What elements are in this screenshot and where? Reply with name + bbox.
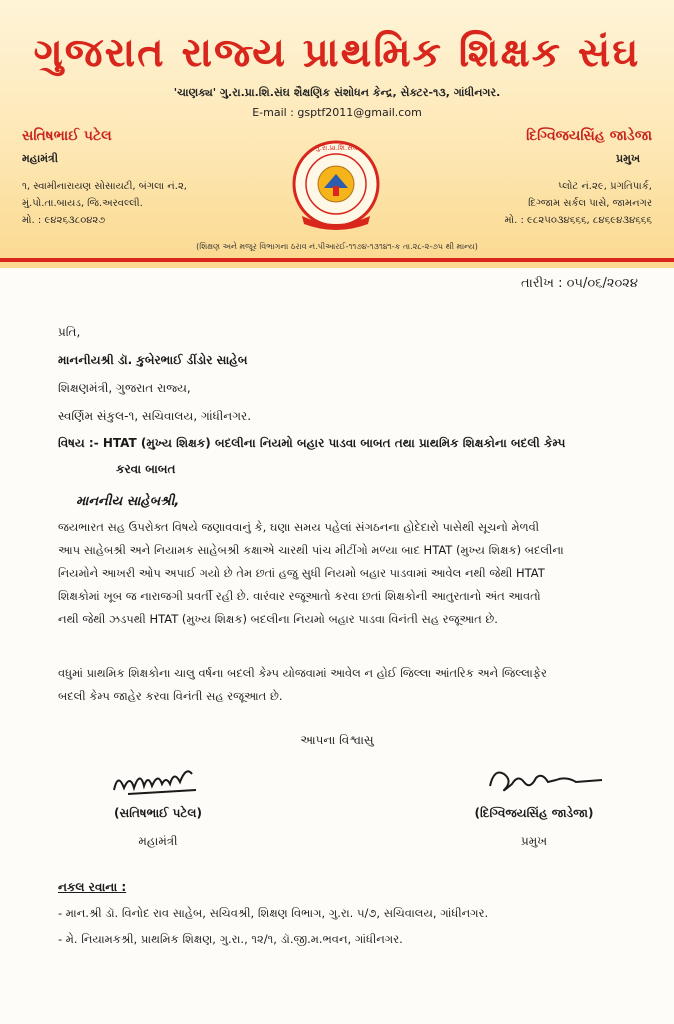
left-signature	[108, 760, 208, 802]
para1-line-5: નથી જેથી ઝડપથી HTAT (મુખ્ય શિક્ષક) બદલીના નિયમો બહાર પાડવા વિનંતી સહ રજૂઆત છે.	[58, 612, 498, 626]
right-signatory-name: (દિગ્વિજયસિંહ જાડેજા)	[474, 806, 594, 820]
recipient-address: સ્વર્ણિમ સંકુલ-૧, સચિવાલય, ગાંધીનગર.	[58, 409, 252, 423]
to-label: પ્રતિ,	[58, 325, 81, 339]
left-officer-role: મહામંત્રી	[22, 152, 58, 165]
copy-to-heading: નકલ રવાના :	[58, 880, 127, 894]
right-address-line-2: દિગ્જામ સર્કલ પાસે, જામનગર	[528, 198, 652, 209]
right-signatory-role: પ્રમુખ	[520, 834, 548, 848]
left-officer-phone: મો. : ૯૪૨૬૩૮૦૪૨૭	[22, 215, 106, 226]
subject-block	[58, 430, 658, 482]
body-paragraph-1	[58, 516, 656, 631]
organization-title: ગુજરાત રાજ્ય પ્રાથમિક શિક્ષક સંઘ	[33, 30, 641, 76]
right-officer-address	[505, 178, 652, 229]
para1-line-1: જયભારત સહ ઉપરોક્ત વિષયે જણાવવાનું કે, ઘણા સમય પહેલાં સંગઠનના હોદેદારો પાસેથી સૂચનો મેળવી	[58, 520, 540, 534]
body-paragraph-2	[58, 662, 656, 708]
organization-logo	[288, 138, 384, 234]
right-address-line-1: પ્લોટ નં.૨૯, પ્રગતિપાર્ક,	[558, 181, 652, 192]
recipient-title: શિક્ષણમંત્રી, ગુજરાત રાજ્ય,	[58, 381, 191, 395]
right-officer-name: દિગ્વિજયસિંહ જાડેજા	[526, 128, 652, 144]
organization-email: E-mail : gsptf2011@gmail.com	[252, 106, 422, 119]
right-officer-phone: મો. : ૯૮૨૫૦૩૪૬૬૬, ૮૪૬૯૪૩૪૬૬૬	[504, 215, 652, 226]
subject-line-2: કરવા બાબત	[116, 462, 176, 476]
left-signatory-name: (સતિષભાઈ પટેલ)	[114, 806, 202, 820]
closing: આપના વિશ્વાસુ	[300, 733, 374, 747]
para1-line-2: આપ સાહેબશ્રી અને નિયામક સાહેબશ્રી કક્ષાએ ચારથી પાંચ મીટીંગો મળ્યા બાદ HTAT (મુખ્ય શિક્ષક) બદલીના	[58, 543, 564, 557]
logo-text: ગુ.રા.પ્રા.શિ.સંઘ	[314, 144, 358, 152]
letter-date: તારીખ : ૦૫/૦૬/૨૦૨૪	[521, 276, 638, 291]
right-officer-role: પ્રમુખ	[616, 152, 640, 165]
subject-label: વિષય :-	[58, 436, 99, 450]
salutation: માનનીય સાહેબશ્રી,	[76, 494, 180, 509]
para1-line-4: શિક્ષકોમાં ખૂબ જ નારાજગી પ્રવર્તી રહી છે. વારંવાર રજૂઆતો કરવા છતાં શિક્ષકોની આતુરતાનો અંત આવતો	[58, 589, 541, 603]
organization-address: 'ચાણક્ય' ગુ.રા.પ્રા.શિ.સંઘ શૈક્ષણિક સંશોધન કેન્દ્ર, સેક્ટર-૧૩, ગાંધીનગર.	[173, 86, 501, 99]
copy-recipient-1: - માન.શ્રી ડૉ. વિનોદ રાવ સાહેબ, સચિવશ્રી, શિક્ષણ વિભાગ, ગુ.રા. ૫/૭, સચિવાલય, ગાંધીનગર.	[58, 906, 489, 920]
para1-line-3: નિયમોને આખરી ઓપ અપાઈ ગયો છે તેમ છતાં હજુ સુધી નિયમો બહાર પાડવામાં આવેલ નથી જેથી HTAT	[58, 566, 545, 580]
recipient-name: માનનીયશ્રી ડૉ. કુબેરભાઈ ડીંડોર સાહેબ	[58, 353, 248, 367]
subject-line-1: HTAT (મુખ્ય શિક્ષક) બદલીના નિયમો બહાર પાડવા બાબત તથા પ્રાથમિક શિક્ષકોના બદલી કેમ્પ	[102, 436, 566, 450]
left-officer-address	[22, 178, 187, 229]
recipient-block	[58, 318, 251, 430]
para2-line-2: બદલી કેમ્પ જાહેર કરવા વિનંતી સહ રજૂઆત છે.	[58, 689, 283, 703]
left-officer-name: સતિષભાઈ પટેલ	[22, 128, 112, 144]
authorization-note: (શિક્ષણ અને મજૂર વિભાગના ઠરાવ નં.પીઆરઈ-૧૧૭૪-૧૩૧૪૧-ક તા.૨૮-૨-૭૫ થી માન્ય)	[196, 242, 478, 251]
header-divider	[0, 258, 674, 262]
left-address-line-1: ૧, સ્વામીનારાયણ સોસાયટી, બંગલા નં.૨,	[22, 181, 187, 192]
left-address-line-2: મું.પો.તા.બાયડ, જિ.અરવલ્લી.	[22, 198, 143, 209]
letterhead	[0, 0, 674, 268]
left-signatory-role: મહામંત્રી	[138, 834, 178, 848]
para2-line-1: વધુમાં પ્રાથમિક શિક્ષકોના ચાલુ વર્ષના બદલી કેમ્પ યોજવામાં આવેલ ન હોઈ જિલ્લા આંતરિક અને જિલ્લાફેર	[58, 666, 547, 680]
copy-recipient-2: - મે. નિયામકશ્રી, પ્રાથમિક શિક્ષણ, ગુ.રા., ૧૨/૧, ડૉ.જી.મ.ભવન, ગાંધીનગર.	[58, 932, 403, 946]
right-signature	[482, 760, 612, 800]
